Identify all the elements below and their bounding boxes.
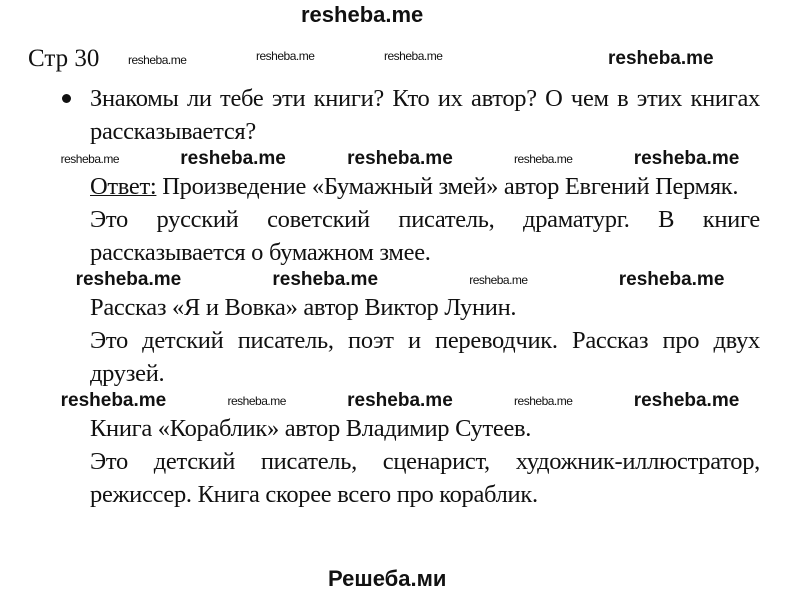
header-site-name: resheba.me (301, 2, 424, 27)
answer-paragraph-3: Рассказ «Я и Вовка» автор Виктор Лунин. (90, 294, 517, 321)
watermark-row (0, 269, 800, 291)
answer-paragraph-6: Это детский писатель, сценарист, художник-иллюстратор, режиссер. Книга скорее всего про кораблик. (90, 448, 760, 508)
watermark: resheba.me (272, 269, 379, 290)
answer-paragraph-4: Это детский писатель, поэт и переводчик. Рассказ про двух друзей. (90, 327, 760, 387)
watermark: resheba.me (633, 148, 740, 169)
question-label: Знакомы ли тебе эти книги? Кто их автор? О чем в этих книгах рассказывается? (90, 85, 760, 145)
document-body (0, 82, 800, 511)
watermark: resheba.me (514, 394, 573, 408)
footer-site-name: Решеба.ми (328, 566, 447, 591)
watermark: resheba.me (128, 53, 187, 67)
watermark: resheba.me (60, 390, 167, 411)
answer-text: Произведение «Бумажный змей» автор Евгений Пермяк. (162, 173, 739, 200)
watermark: resheba.me (347, 390, 453, 411)
answer-paragraph-1 (90, 170, 760, 203)
watermark: resheba.me (227, 394, 286, 408)
watermark: resheba.me (75, 269, 182, 290)
watermark: resheba.me (347, 148, 453, 169)
watermark: resheba.me (180, 148, 286, 169)
answer-paragraph-5: Книга «Кораблик» автор Владимир Сутеев. (90, 415, 532, 442)
watermark: resheba.me (618, 269, 725, 290)
page-label: Стр 30 (28, 45, 100, 72)
watermark: resheba.me (633, 390, 740, 411)
answer-paragraph-2: Это русский советский писатель, драматург. В книге рассказывается о бумажном змее. (90, 206, 760, 266)
bullet-icon (62, 94, 71, 103)
watermark: resheba.me (256, 49, 315, 63)
watermark-row (0, 390, 800, 412)
watermark: resheba.me (469, 273, 528, 287)
watermark: resheba.me (514, 152, 573, 166)
watermark: resheba.me (608, 48, 714, 69)
watermark: resheba.me (60, 152, 119, 166)
answer-label: Ответ: (90, 173, 157, 200)
watermark: resheba.me (384, 49, 443, 63)
question-text (90, 82, 760, 148)
watermark-row (0, 148, 800, 170)
